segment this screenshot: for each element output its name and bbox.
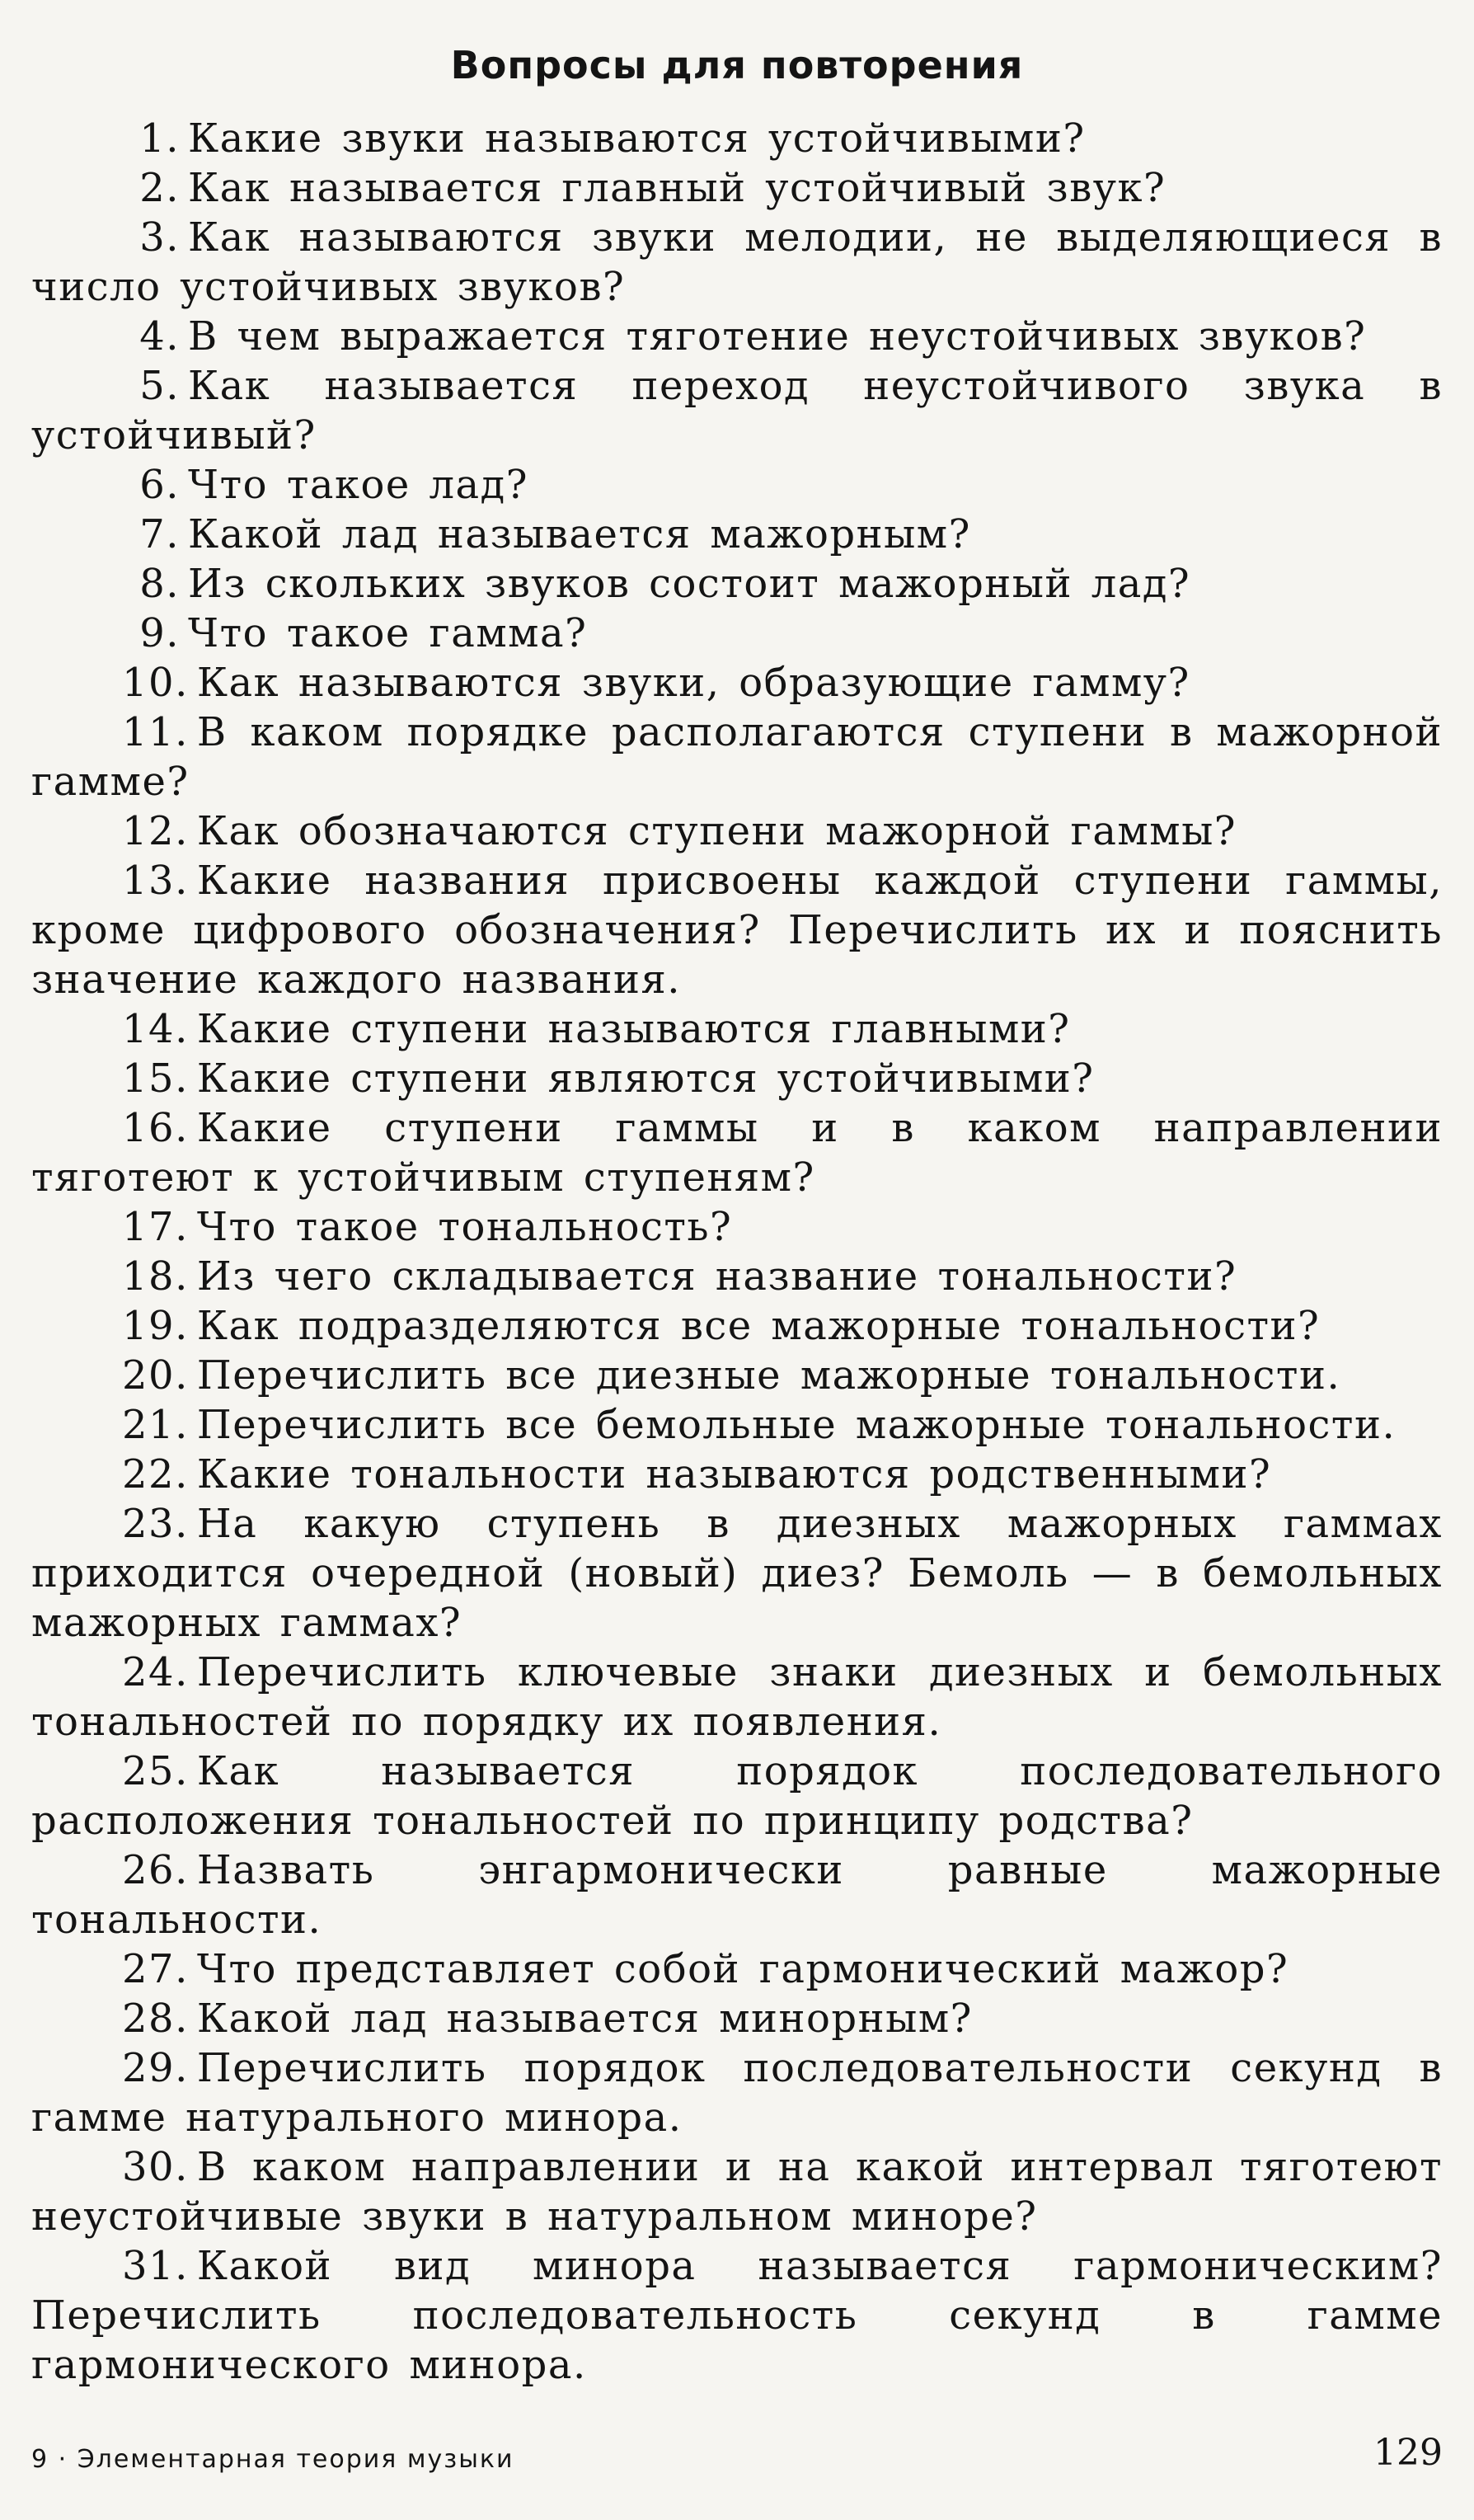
question-text: Как называются звуки мелодии, не выделяющиеся в число устойчивых звуков? xyxy=(31,214,1443,310)
question-text: Какой лад называется минорным? xyxy=(196,1996,973,2042)
question-number: 19. xyxy=(122,1303,189,1349)
question-item xyxy=(31,1845,1443,1944)
question-number: 23. xyxy=(122,1501,189,1547)
question-number: 15. xyxy=(122,1055,189,1102)
question-number: 13. xyxy=(122,858,189,904)
question-text: Какие названия присвоены каждой ступени гаммы, кроме цифрового обозначения? Перечислить их и пояснить значение каждого названия. xyxy=(31,858,1443,1003)
question-number: 2. xyxy=(139,165,180,211)
question-text: Как обозначаются ступени мажорной гаммы? xyxy=(196,808,1237,854)
question-text: Как называются звуки, образующие гамму? xyxy=(196,660,1190,706)
question-item xyxy=(31,1944,1443,1994)
question-text: Как подразделяются все мажорные тональности? xyxy=(196,1303,1321,1349)
question-number: 10. xyxy=(122,660,189,706)
question-item xyxy=(31,1202,1443,1252)
question-text: Какой лад называется мажорным? xyxy=(188,511,971,557)
question-number: 27. xyxy=(122,1946,189,1992)
page-title: Вопросы для повторения xyxy=(450,43,1024,87)
question-number: 22. xyxy=(122,1451,189,1497)
question-number: 17. xyxy=(122,1204,189,1250)
question-number: 18. xyxy=(122,1253,189,1300)
page-number: 129 xyxy=(1373,2432,1443,2474)
question-number: 12. xyxy=(122,808,189,854)
question-text: Назвать энгармонически равные мажорные тональности. xyxy=(31,1847,1443,1943)
question-item xyxy=(31,312,1443,361)
question-number: 28. xyxy=(122,1996,189,2042)
question-item xyxy=(31,708,1443,806)
question-number: 6. xyxy=(139,462,180,508)
question-number: 16. xyxy=(122,1105,189,1151)
question-text: Перечислить порядок последовательности секунд в гамме натурального минора. xyxy=(31,2045,1443,2141)
question-item xyxy=(31,2241,1443,2390)
question-item xyxy=(31,1004,1443,1054)
question-number: 1. xyxy=(139,115,180,162)
question-number: 5. xyxy=(139,363,180,409)
question-item xyxy=(31,856,1443,1004)
question-text: На какую ступень в диезных мажорных гаммах приходится очередной (новый) диез? Бемоль — в бемольных мажорных гаммах? xyxy=(31,1501,1443,1646)
question-item xyxy=(31,1252,1443,1301)
question-number: 11. xyxy=(122,709,189,755)
question-item xyxy=(31,806,1443,856)
question-item xyxy=(31,1499,1443,1648)
question-item xyxy=(31,1994,1443,2043)
question-number: 29. xyxy=(122,2045,189,2091)
question-text: В каком направлении и на какой интервал тяготеют неустойчивые звуки в натуральном миноре? xyxy=(31,2144,1443,2240)
question-item xyxy=(31,1301,1443,1351)
question-number: 20. xyxy=(122,1352,189,1399)
question-item xyxy=(31,1400,1443,1450)
question-text: Какие ступени гаммы и в каком направлении тяготеют к устойчивым ступеням? xyxy=(31,1105,1443,1201)
question-item xyxy=(31,1450,1443,1499)
question-number: 24. xyxy=(122,1649,189,1695)
question-number: 7. xyxy=(139,511,180,557)
question-number: 26. xyxy=(122,1847,189,1893)
page-footer xyxy=(31,2416,1443,2474)
question-text: Какие ступени называются главными? xyxy=(196,1006,1071,1052)
question-number: 9. xyxy=(139,610,180,656)
question-item xyxy=(31,361,1443,460)
question-item xyxy=(31,460,1443,510)
question-text: Как называется переход неустойчивого звука в устойчивый? xyxy=(31,363,1443,458)
question-item xyxy=(31,510,1443,559)
question-number: 3. xyxy=(139,214,180,261)
question-text: Из чего складывается название тональности? xyxy=(196,1253,1237,1300)
question-number: 30. xyxy=(122,2144,189,2190)
question-text: Какие звуки называются устойчивыми? xyxy=(188,115,1086,162)
question-item xyxy=(31,213,1443,312)
question-text: Перечислить все диезные мажорные тональности. xyxy=(196,1352,1341,1399)
question-number: 31. xyxy=(122,2243,189,2289)
book-page xyxy=(31,33,1443,2490)
question-item xyxy=(31,1054,1443,1103)
question-item xyxy=(31,2142,1443,2241)
question-item xyxy=(31,114,1443,163)
question-text: Что такое гамма? xyxy=(188,610,588,656)
question-text: Из скольких звуков состоит мажорный лад? xyxy=(188,561,1191,607)
question-text: В каком порядке располагаются ступени в мажорной гамме? xyxy=(31,709,1443,805)
question-text: Какие тональности называются родственными? xyxy=(196,1451,1272,1497)
question-text: Как называется порядок последовательного расположения тональностей по принципу родства? xyxy=(31,1748,1443,1844)
question-text: Что представляет собой гармонический мажор? xyxy=(196,1946,1289,1992)
signature-mark: 9 · Элементарная теория музыки xyxy=(31,2445,514,2474)
question-list xyxy=(31,114,1443,2390)
question-number: 21. xyxy=(122,1402,189,1448)
question-item xyxy=(31,1648,1443,1747)
question-text: В чем выражается тяготение неустойчивых звуков? xyxy=(188,313,1367,360)
question-text: Перечислить все бемольные мажорные тональности. xyxy=(196,1402,1397,1448)
question-text: Перечислить ключевые знаки диезных и бемольных тональностей по порядку их появления. xyxy=(31,1649,1443,1745)
question-item xyxy=(31,559,1443,609)
question-number: 25. xyxy=(122,1748,189,1794)
question-item xyxy=(31,163,1443,213)
question-text: Какой вид минора называется гармоническим? Перечислить последовательность секунд в гамме гармонического минора. xyxy=(31,2243,1443,2388)
question-text: Как называется главный устойчивый звук? xyxy=(188,165,1167,211)
question-text: Какие ступени являются устойчивыми? xyxy=(196,1055,1095,1102)
question-item xyxy=(31,609,1443,658)
question-item xyxy=(31,658,1443,708)
question-text: Что такое лад? xyxy=(188,462,528,508)
question-item xyxy=(31,2043,1443,2142)
question-text: Что такое тональность? xyxy=(196,1204,733,1250)
question-number: 4. xyxy=(139,313,180,360)
question-number: 8. xyxy=(139,561,180,607)
question-number: 14. xyxy=(122,1006,189,1052)
question-item xyxy=(31,1351,1443,1400)
question-item xyxy=(31,1747,1443,1845)
question-item xyxy=(31,1103,1443,1202)
